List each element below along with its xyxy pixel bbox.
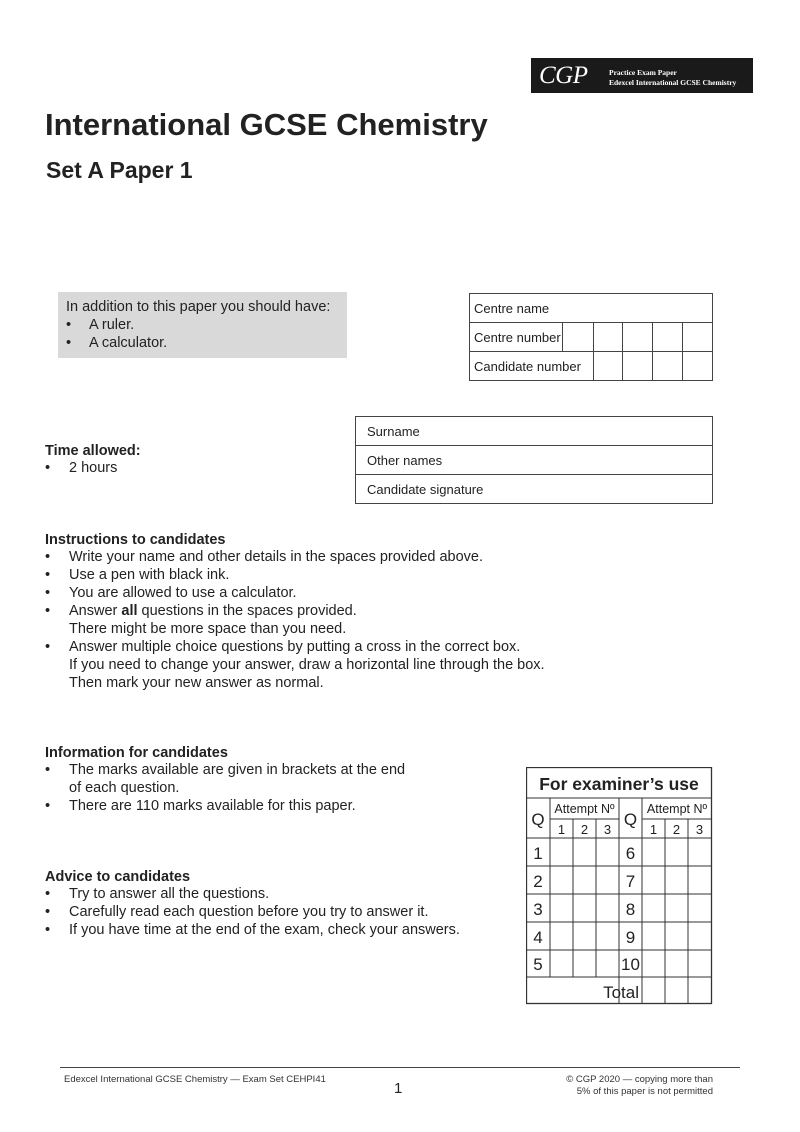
attempt-number: 3 (603, 822, 612, 837)
question-number: 3 (533, 900, 543, 919)
advice-heading: Advice to candidates (45, 869, 191, 885)
centre-name-field[interactable]: Centre name (470, 294, 713, 323)
question-number: 7 (625, 872, 636, 891)
examiner-title: For examiner’s use (539, 774, 699, 794)
centre-number-box[interactable] (593, 323, 623, 352)
page-subtitle: Set A Paper 1 (46, 157, 193, 183)
list-item: • Carefully read each question before you try to answer it. (45, 904, 429, 920)
centre-details-box (469, 293, 713, 381)
centre-number-label: Centre number (470, 323, 563, 352)
information-heading: Information for candidates (45, 745, 228, 761)
advice-section (45, 869, 460, 939)
question-number: 2 (533, 872, 543, 891)
question-number: 9 (625, 928, 636, 947)
question-number: 10 (621, 955, 640, 974)
q-header-left: Q (531, 810, 545, 829)
question-number: 5 (533, 955, 543, 974)
list-item: • 2 hours (45, 460, 118, 476)
attempt-header-right: Attempt Nº (646, 802, 708, 816)
footer-right: © CGP 2020 — copying more than 5% of this paper is not permitted (566, 1074, 713, 1097)
centre-number-box[interactable] (563, 323, 593, 352)
attempt-number: 2 (672, 822, 681, 837)
equipment-box (58, 292, 347, 358)
candidate-number-box[interactable] (623, 352, 653, 381)
attempt-number: 2 (580, 822, 589, 837)
list-item: • There are 110 marks available for this paper. (45, 798, 356, 814)
information-section (45, 745, 405, 815)
centre-number-box[interactable] (653, 323, 683, 352)
question-number: 4 (533, 928, 543, 947)
list-item: • Try to answer all the questions. (45, 886, 270, 902)
instructions-heading: Instructions to candidates (45, 532, 226, 548)
logo-brand: CGP (539, 62, 588, 89)
other-names-field[interactable]: Other names (356, 446, 713, 475)
time-allowed-section (45, 443, 141, 477)
candidate-number-label: Candidate number (470, 352, 594, 381)
total-label: Total (603, 983, 639, 1002)
attempt-number: 1 (649, 822, 658, 837)
centre-number-box[interactable] (683, 323, 713, 352)
time-heading: Time allowed: (45, 443, 141, 459)
examiner-use-table (526, 767, 713, 1006)
question-number: 1 (533, 844, 543, 863)
cgp-logo (531, 58, 753, 93)
candidate-number-box[interactable] (683, 352, 713, 381)
logo-subtitle: Practice Exam Paper Edexcel International GCSE Chemistry (609, 68, 737, 87)
signature-field[interactable]: Candidate signature (356, 475, 713, 504)
page-number: 1 (394, 1080, 403, 1097)
attempt-number: 1 (557, 822, 566, 837)
list-item: • A calculator. (66, 335, 168, 351)
attempt-number: 3 (695, 822, 704, 837)
question-number: 8 (625, 900, 636, 919)
footer-divider (60, 1067, 740, 1068)
list-item: • Answer multiple choice questions by putting a cross in the correct box. If you need to change your answer, draw a horizontal line through the box. Then mark your new answer as normal. (45, 639, 545, 691)
question-number: 6 (625, 844, 636, 863)
candidate-name-box (355, 416, 713, 504)
page-title: International GCSE Chemistry (45, 107, 488, 142)
attempt-header-left: Attempt Nº (554, 802, 615, 816)
candidate-number-box[interactable] (593, 352, 623, 381)
list-item: • The marks available are given in brackets at the end of each question. (45, 762, 406, 796)
list-item: • Write your name and other details in the spaces provided above. (45, 549, 484, 565)
centre-number-box[interactable] (623, 323, 653, 352)
list-item: • Use a pen with black ink. (45, 567, 230, 583)
footer-left: Edexcel International GCSE Chemistry — Exam Set CEHPI41 (64, 1074, 326, 1085)
list-item: • If you have time at the end of the exam, check your answers. (45, 922, 460, 938)
q-header-right: Q (623, 810, 638, 829)
instructions-section (45, 532, 545, 692)
list-item: • A ruler. (66, 317, 135, 333)
surname-field[interactable]: Surname (356, 417, 713, 446)
list-item: • Answer all questions in the spaces provided. There might be more space than you need. (45, 603, 357, 637)
list-item: • You are allowed to use a calculator. (45, 585, 297, 601)
equipment-heading: In addition to this paper you should have: (66, 299, 331, 315)
candidate-number-box[interactable] (653, 352, 683, 381)
